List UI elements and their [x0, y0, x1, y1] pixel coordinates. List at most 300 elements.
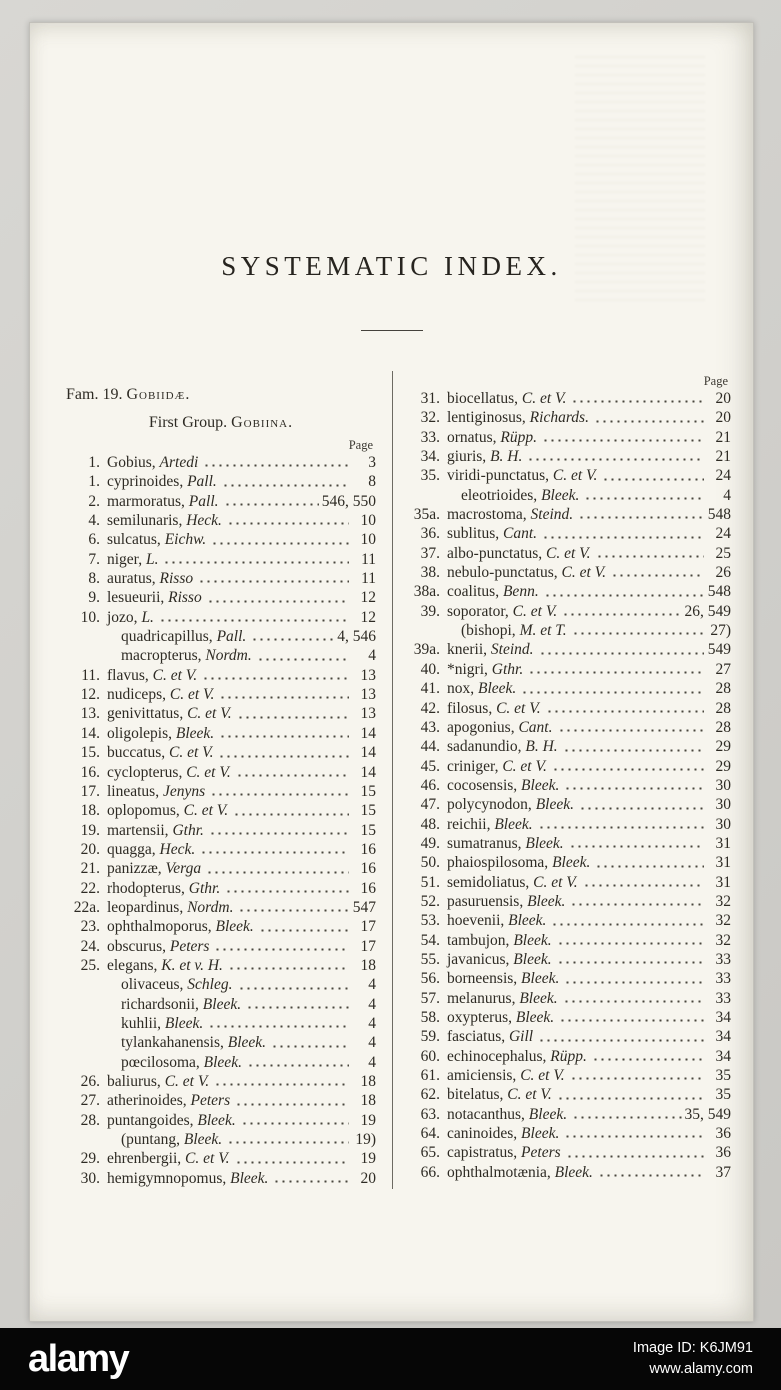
- entry-author: Bleek.: [515, 1009, 555, 1026]
- entry-author: C. et V.: [561, 564, 607, 582]
- entry-species: quagga,: [107, 840, 160, 858]
- entry-author: K. et v. H.: [161, 956, 223, 974]
- index-entry-row: [66, 1150, 376, 1169]
- entry-name: [447, 970, 559, 988]
- index-entry-row: [66, 1112, 376, 1131]
- entry-author: C. et V.: [152, 666, 198, 684]
- index-entry-row: [406, 467, 731, 486]
- entry-species: cyclopterus,: [107, 763, 187, 781]
- book-page: [29, 22, 754, 1322]
- entry-species: albo-punctatus,: [447, 544, 547, 562]
- entry-page-number: 17: [360, 937, 376, 955]
- family-prefix: Fam. 19.: [66, 386, 127, 403]
- entry-page-number: 4: [368, 1034, 376, 1052]
- entry-number: 6.: [88, 531, 100, 549]
- entry-author: Bleek.: [175, 724, 215, 742]
- entry-name: [447, 641, 534, 659]
- entry-page-number: 30: [715, 796, 731, 814]
- entry-name: [107, 493, 219, 511]
- dot-leader: [199, 841, 349, 860]
- entry-page-number: 36: [715, 1125, 731, 1143]
- entry-name: [447, 738, 558, 756]
- index-entry-row: [66, 647, 376, 666]
- entry-species: puntangoides,: [107, 1111, 198, 1129]
- entry-number: 64.: [420, 1125, 440, 1143]
- entry-author: Artedi: [159, 454, 199, 471]
- entry-author: Bleek.: [183, 1131, 223, 1149]
- index-entry-row: [66, 705, 376, 724]
- entry-author: C. et V.: [507, 1086, 552, 1104]
- entry-name: [107, 1015, 203, 1033]
- entry-author: Eichw.: [164, 531, 207, 549]
- dot-leader: [197, 570, 349, 589]
- entry-name: [447, 796, 574, 814]
- dot-leader: [595, 545, 704, 564]
- dot-leader: [526, 448, 704, 467]
- entry-page-number: 547: [352, 898, 376, 916]
- entry-number: 32.: [420, 409, 440, 427]
- entry-author: Heck.: [186, 512, 222, 530]
- entry-name: [107, 860, 201, 878]
- entry-species: obscurus,: [107, 937, 170, 955]
- entry-author: Bleek.: [202, 995, 242, 1013]
- entry-name: [447, 1106, 567, 1124]
- entry-page-number: 14: [360, 763, 376, 781]
- dot-leader: [561, 603, 681, 622]
- index-entry-row: [66, 512, 376, 531]
- dot-leader: [563, 1125, 704, 1144]
- entry-species: niger,: [107, 550, 146, 568]
- entry-name: [107, 1073, 209, 1091]
- entry-name: [107, 918, 254, 936]
- entry-name: [107, 725, 214, 743]
- entry-author: C. et V.: [512, 602, 558, 620]
- page-title: SYSTEMATIC INDEX.: [221, 251, 562, 281]
- entry-author: Steind.: [530, 506, 574, 524]
- dot-leader: [246, 1054, 349, 1073]
- entry-page-number: 18: [360, 1073, 376, 1090]
- entry-page-number: 4: [368, 976, 376, 994]
- dot-leader: [591, 1048, 704, 1067]
- entry-species: knerii,: [447, 641, 491, 659]
- entry-species: cyprinoides,: [107, 473, 188, 491]
- entry-name: [447, 777, 559, 795]
- entry-number: 57.: [420, 989, 440, 1007]
- entry-name: [107, 1131, 222, 1149]
- entry-number: 29.: [80, 1150, 100, 1168]
- index-entry-row: [406, 1106, 731, 1125]
- entry-number: 39a.: [413, 641, 440, 659]
- entry-page-number: 34: [715, 1047, 731, 1065]
- entry-name: [107, 686, 214, 704]
- family-name: Gobiidæ.: [126, 386, 191, 403]
- entry-author: Bleek.: [525, 834, 564, 852]
- entry-author: Gthr.: [491, 660, 524, 678]
- entry-species: notacanthus,: [447, 1105, 529, 1123]
- index-entry-row: [406, 816, 731, 835]
- entry-name: [447, 545, 591, 563]
- entry-number: 22a.: [73, 898, 100, 916]
- entry-species: martensii,: [107, 821, 173, 839]
- dot-leader: [234, 1150, 349, 1169]
- entry-species: eleotrioides,: [461, 486, 542, 504]
- entry-page-number: 13: [360, 705, 376, 723]
- index-entry-row: [406, 680, 731, 699]
- entry-page-number: 24: [715, 525, 731, 543]
- entry-page-number: 15: [360, 802, 376, 820]
- index-entry-row: [66, 976, 376, 995]
- entry-author: Bleek.: [164, 1014, 204, 1032]
- entry-species: filosus,: [447, 699, 497, 717]
- entry-number: 11.: [81, 666, 100, 684]
- index-entry-row: [406, 429, 731, 448]
- dot-leader: [565, 1144, 704, 1163]
- entry-page-number: 35: [715, 1086, 731, 1104]
- entry-species: macrostoma,: [447, 506, 531, 524]
- entry-species: baliurus,: [107, 1073, 165, 1090]
- entry-name: [447, 1086, 552, 1104]
- entry-author: C. et V.: [533, 873, 578, 891]
- entry-page-number: 12: [360, 589, 376, 607]
- entry-name: [107, 1054, 242, 1072]
- entry-page-number: 16: [360, 860, 376, 878]
- index-entry-row: [406, 1048, 731, 1067]
- entry-species: phaiospilosoma,: [447, 854, 553, 872]
- entry-page-number: 29: [715, 757, 731, 775]
- index-entry-row: [66, 667, 376, 686]
- entry-species: richardsonii,: [121, 995, 203, 1013]
- dot-leader: [594, 854, 704, 873]
- index-entry-row: [66, 551, 376, 570]
- entry-species: atherinoides,: [107, 1092, 191, 1110]
- entry-page-number: 20: [715, 390, 731, 407]
- group-heading: [66, 413, 376, 433]
- entry-name: [107, 938, 209, 956]
- entry-species: giuris,: [447, 448, 491, 466]
- entry-author: C. et V.: [546, 544, 591, 562]
- entry-species: oxypterus,: [447, 1009, 516, 1026]
- entry-page-number: 20: [360, 1169, 376, 1187]
- entry-name: [447, 525, 537, 543]
- entry-species: biocellatus,: [447, 390, 522, 407]
- entry-name: [447, 990, 558, 1008]
- dot-leader: [208, 822, 349, 841]
- index-entry-row: [406, 758, 731, 777]
- dot-leader: [583, 487, 704, 506]
- index-entry-row: [66, 996, 376, 1015]
- entry-number: 58.: [420, 1009, 440, 1026]
- entry-page-number: 27): [710, 622, 731, 640]
- dot-leader: [550, 912, 704, 931]
- entry-name: [447, 467, 597, 485]
- entry-page-number: 30: [715, 815, 731, 833]
- entry-page-number: 30: [715, 776, 731, 794]
- entry-species: buccatus,: [107, 744, 169, 762]
- entry-number: 27.: [80, 1092, 100, 1110]
- entry-author: Rüpp.: [500, 428, 537, 446]
- entry-page-number: 11: [361, 550, 376, 568]
- index-entry-row: [406, 796, 731, 815]
- group-name: Gobiina.: [231, 414, 294, 431]
- entry-number: 16.: [80, 763, 100, 781]
- entry-name: [447, 700, 541, 718]
- index-entry-row: [406, 970, 731, 989]
- entry-number: 10.: [80, 608, 100, 626]
- entry-author: M. et T.: [519, 622, 567, 640]
- entry-species: melanurus,: [447, 989, 520, 1007]
- entry-species: reichii,: [447, 815, 495, 833]
- entry-author: Steind.: [490, 641, 534, 659]
- index-entry-row: [406, 719, 731, 738]
- dot-leader: [557, 719, 705, 738]
- entry-author: B. H.: [525, 738, 558, 756]
- entry-species: auratus,: [107, 570, 160, 588]
- entry-page-number: 35, 549: [684, 1105, 731, 1123]
- entry-species: lentiginosus,: [447, 409, 530, 427]
- entry-author: C. et V.: [168, 744, 214, 762]
- entry-author: C. et V.: [185, 1150, 230, 1168]
- dot-leader: [610, 564, 704, 583]
- index-entry-row: [406, 622, 731, 641]
- entry-number: 15.: [80, 744, 100, 762]
- entry-name: [447, 680, 516, 698]
- entry-number: 26.: [80, 1073, 100, 1090]
- dot-leader: [541, 429, 704, 448]
- entry-species: panizzæ,: [107, 860, 166, 878]
- entry-species: nebulo-punctatus,: [447, 564, 562, 582]
- entry-species: apogonius,: [447, 718, 519, 736]
- group-prefix: First Group.: [148, 414, 232, 431]
- entry-page-number: 16: [360, 840, 376, 858]
- entry-author: Gthr.: [172, 821, 204, 839]
- entry-page-number: 24: [715, 467, 731, 485]
- entry-species: echinocephalus,: [447, 1047, 551, 1065]
- entry-page-number: 13: [360, 666, 376, 684]
- index-entry-row: [406, 990, 731, 1009]
- entry-number: 38a.: [413, 583, 440, 601]
- dot-leader: [577, 506, 704, 525]
- entry-number: 38.: [420, 564, 440, 582]
- entry-page-number: 4: [368, 995, 376, 1013]
- entry-author: Nordm.: [187, 898, 234, 916]
- entry-page-number: 8: [368, 473, 376, 491]
- dot-leader: [571, 1106, 681, 1125]
- entry-species: amiciensis,: [447, 1067, 521, 1085]
- entry-number: 56.: [420, 970, 440, 988]
- entry-species: javanicus,: [447, 950, 514, 968]
- image-id-text: Image ID: K6JM91: [632, 1340, 753, 1356]
- index-entry-row: [66, 802, 376, 821]
- entry-author: C. et V.: [520, 1067, 565, 1085]
- entry-number: 47.: [420, 796, 440, 814]
- entry-author: Schleg.: [187, 976, 233, 994]
- entry-name: [447, 622, 567, 640]
- dot-leader: [543, 583, 704, 602]
- dot-leader: [240, 1112, 349, 1131]
- entry-species: jozo,: [107, 608, 142, 626]
- entry-name: [107, 1150, 230, 1168]
- entry-number: 59.: [420, 1028, 440, 1046]
- alamy-footer-bar: [0, 1328, 781, 1390]
- entry-page-number: 33: [715, 970, 731, 988]
- dot-leader: [237, 899, 349, 918]
- dot-leader: [213, 1073, 349, 1092]
- dot-leader: [218, 725, 349, 744]
- dot-leader: [571, 622, 704, 641]
- entry-number: 18.: [80, 802, 100, 820]
- index-entry-row: [66, 860, 376, 879]
- entry-name: [107, 570, 193, 588]
- entry-page-number: 548: [707, 583, 731, 601]
- entry-number: 46.: [420, 776, 440, 794]
- dot-leader: [578, 796, 704, 815]
- entry-page-number: 548: [707, 506, 731, 524]
- dot-leader: [537, 1028, 704, 1047]
- dot-leader: [250, 628, 334, 647]
- entry-number: 30.: [80, 1169, 100, 1187]
- index-entry-row: [406, 525, 731, 544]
- entry-name: [107, 841, 195, 859]
- entry-name: [447, 951, 552, 969]
- entry-species: lesueurii,: [107, 589, 169, 607]
- entry-author: C. et V.: [496, 699, 541, 717]
- entry-species: ornatus,: [447, 428, 501, 446]
- dot-leader: [234, 1092, 349, 1111]
- entry-number: 20.: [80, 840, 100, 858]
- entry-page-number: 14: [360, 724, 376, 742]
- entry-number: 35a.: [413, 506, 440, 524]
- entry-page-number: 10: [360, 531, 376, 549]
- entry-author: Peters: [521, 1144, 561, 1162]
- entry-species: polycynodon,: [447, 796, 536, 814]
- dot-leader: [245, 996, 349, 1015]
- dot-leader: [272, 1170, 349, 1189]
- footer-info: [633, 1338, 753, 1380]
- entry-author: Bleek.: [227, 1034, 267, 1052]
- dot-leader: [209, 783, 349, 802]
- index-entry-row: [66, 609, 376, 628]
- entry-species: criniger,: [447, 757, 503, 775]
- entry-number: 9.: [88, 589, 100, 607]
- entry-page-number: 26: [715, 564, 731, 582]
- entry-page-number: 28: [715, 699, 731, 717]
- entry-author: Bleek.: [541, 486, 580, 504]
- entry-name: [447, 661, 523, 679]
- entry-species: elegans,: [107, 956, 162, 974]
- entry-number: 1.: [88, 454, 100, 471]
- index-entry-row: [406, 583, 731, 602]
- dot-leader: [520, 680, 704, 699]
- dot-leader: [556, 951, 704, 970]
- entry-author: C. et V.: [164, 1073, 210, 1090]
- entry-name: [107, 589, 202, 607]
- entry-name: [447, 835, 564, 853]
- entry-name: [447, 506, 573, 524]
- entry-species: fasciatus,: [447, 1028, 509, 1046]
- entry-author: Heck.: [159, 840, 196, 858]
- entry-name: [107, 667, 197, 685]
- alamy-url-text: www.alamy.com: [649, 1361, 753, 1377]
- entry-number: 41.: [420, 680, 440, 698]
- entry-name: [107, 531, 206, 549]
- entry-number: 53.: [420, 912, 440, 930]
- dot-leader: [207, 1015, 349, 1034]
- entry-species: macropterus,: [121, 647, 206, 665]
- entry-species: *nigri,: [447, 660, 492, 678]
- index-entry-row: [406, 641, 731, 660]
- entry-author: Verga: [165, 860, 202, 878]
- entry-name: [447, 1028, 533, 1046]
- entry-page-number: 19: [360, 1111, 376, 1129]
- alamy-logo: alamy: [28, 1338, 129, 1380]
- entry-species: ophthalmoporus,: [107, 918, 216, 936]
- entry-page-number: 4: [368, 1053, 376, 1071]
- entry-name: [107, 764, 231, 782]
- entry-species: genivittatus,: [107, 705, 188, 723]
- entry-name: [107, 783, 205, 801]
- entry-species: nox,: [447, 680, 478, 698]
- entry-name: [107, 957, 223, 975]
- index-entry-row: [406, 1164, 731, 1183]
- entry-author: Pall.: [216, 628, 247, 646]
- dot-leader: [205, 860, 349, 879]
- entry-number: 28.: [80, 1111, 100, 1129]
- entry-species: sadanundio,: [447, 738, 526, 756]
- dot-leader: [226, 1131, 349, 1150]
- entry-number: 21.: [80, 860, 100, 878]
- left-column: [60, 371, 392, 1189]
- entry-author: Bleek.: [554, 1163, 593, 1181]
- entry-page-number: 21: [715, 428, 731, 446]
- index-entry-row: [406, 448, 731, 467]
- entry-number: 19.: [80, 821, 100, 839]
- dot-leader: [568, 835, 704, 854]
- entry-species: soporator,: [447, 602, 513, 620]
- entry-author: L.: [145, 550, 159, 568]
- index-entry-row: [406, 912, 731, 931]
- index-entry-row: [406, 932, 731, 951]
- entry-page-number: 29: [715, 738, 731, 756]
- index-entry-row: [66, 725, 376, 744]
- entry-number: 62.: [420, 1086, 440, 1104]
- index-entry-row: [66, 493, 376, 512]
- index-entry-row: [66, 531, 376, 550]
- entry-species: semidoliatus,: [447, 873, 534, 891]
- index-entry-row: [66, 1073, 376, 1092]
- dot-leader: [227, 957, 349, 976]
- entry-species: semilunaris,: [107, 512, 187, 530]
- entry-name: [447, 719, 553, 737]
- page-column-label: Page: [703, 374, 728, 388]
- entry-number: 51.: [420, 873, 440, 891]
- entry-author: Bleek.: [528, 1105, 568, 1123]
- entry-species: sublitus,: [447, 525, 503, 543]
- index-entry-row: [406, 893, 731, 912]
- dot-leader: [538, 641, 704, 660]
- entry-number: 33.: [420, 428, 440, 446]
- entry-author: Bleek.: [513, 950, 552, 968]
- index-entry-row: [66, 899, 376, 918]
- entry-page-number: 15: [360, 782, 376, 800]
- entry-author: Bleek.: [521, 1125, 560, 1143]
- dot-leader: [224, 880, 349, 899]
- entry-author: Jenyns: [162, 782, 206, 800]
- index-entry-row: [66, 686, 376, 705]
- entry-author: C. et V.: [183, 802, 229, 820]
- entry-species: pasuruensis,: [447, 892, 528, 910]
- entry-name: [447, 1009, 554, 1027]
- entry-number: 37.: [420, 544, 440, 562]
